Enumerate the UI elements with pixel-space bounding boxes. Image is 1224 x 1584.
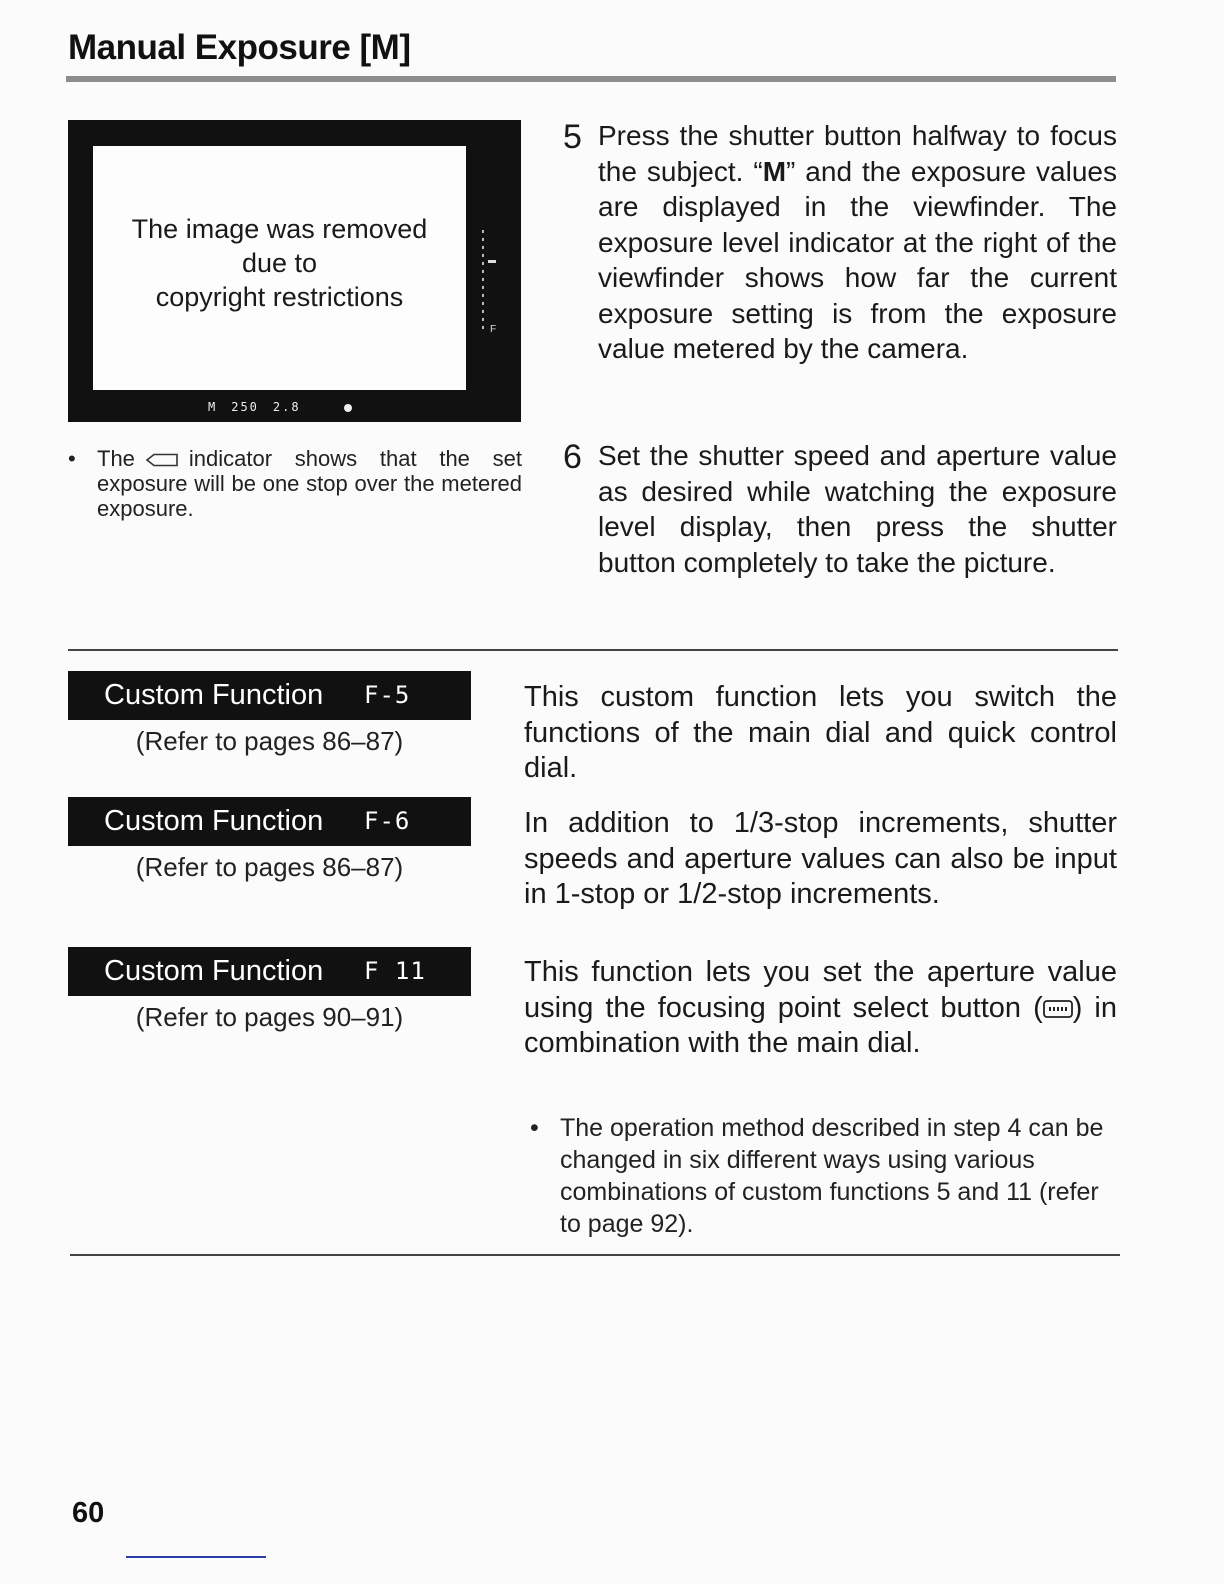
placeholder-line: copyright restrictions — [155, 282, 404, 312]
cf-description: This function lets you set the aperture value using the focusing point select button ( ) in combination with the main dial. — [524, 956, 1117, 1059]
cf-label: Custom Function — [104, 805, 324, 837]
cf-description: This custom function lets you switch the functions of the main dial and quick control dial. — [524, 681, 1117, 784]
placeholder-line: due to — [241, 248, 318, 278]
exposure-level-indicator-icon — [145, 453, 179, 467]
custom-function-header — [68, 947, 471, 996]
page-title: Manual Exposure [M] — [68, 28, 411, 67]
cf-page-reference: (Refer to pages 86–87) — [135, 726, 404, 756]
cf-code: F-5 — [364, 681, 411, 709]
focusing-point-select-icon — [1043, 999, 1073, 1019]
section-divider — [68, 649, 1118, 651]
cf-code: F-6 — [364, 807, 411, 835]
readout-aperture: 2.8 — [272, 400, 301, 414]
title-rule — [66, 76, 1116, 82]
page-number: 60 — [72, 1497, 105, 1529]
exposure-scale — [482, 230, 484, 330]
viewfinder-caption: • The indicator shows that the set exposure will be one stop over the metered exposure. — [68, 446, 522, 521]
step-6-text: Set the shutter speed and aperture value as desired while watching the exposure level display, then press the shutter button completely to take the picture. — [598, 440, 1117, 578]
bullet: • — [530, 1114, 539, 1142]
note-text: The operation method described in step 4 can be changed in six different ways using various combinations of custom functions 5 and 11 (refer to page 92). — [560, 1114, 1104, 1238]
cf-description: In addition to 1/3-stop increments, shutter speeds and aperture values can also be input in 1-stop or 1/2-stop increments. — [524, 807, 1117, 910]
focus-confirmation-dot — [344, 404, 352, 412]
note — [524, 1112, 1118, 1240]
footer-line — [126, 1556, 266, 1558]
step-number: 6 — [563, 438, 582, 476]
custom-function-header — [68, 671, 471, 720]
readout-shutter: 250 — [231, 400, 259, 414]
viewfinder-readout — [208, 400, 315, 414]
step-5-text: Press the shutter button halfway to focus the subject. “M” and the exposure values are displayed in the viewfinder. The exposure level indicator at the right of the viewfinder shows how far the current exposure setting is from the exposure value metered by the camera. — [598, 120, 1117, 364]
custom-function-header — [68, 797, 471, 846]
step-number: 5 — [563, 118, 582, 156]
bullet: • — [68, 446, 76, 471]
readout-mode: M — [208, 400, 218, 414]
viewfinder-illustration — [68, 120, 521, 422]
cf-code: F 11 — [364, 957, 426, 985]
scale-label: F — [490, 324, 497, 335]
cf-page-reference: (Refer to pages 90–91) — [135, 1002, 404, 1032]
removed-image-placeholder — [93, 146, 466, 390]
exposure-scale-marker — [488, 260, 496, 263]
cf-page-reference: (Refer to pages 86–87) — [135, 852, 404, 882]
placeholder-line: The image was removed — [131, 214, 428, 244]
cf-label: Custom Function — [104, 679, 324, 711]
section-divider — [70, 1254, 1120, 1256]
cf-label: Custom Function — [104, 955, 324, 987]
